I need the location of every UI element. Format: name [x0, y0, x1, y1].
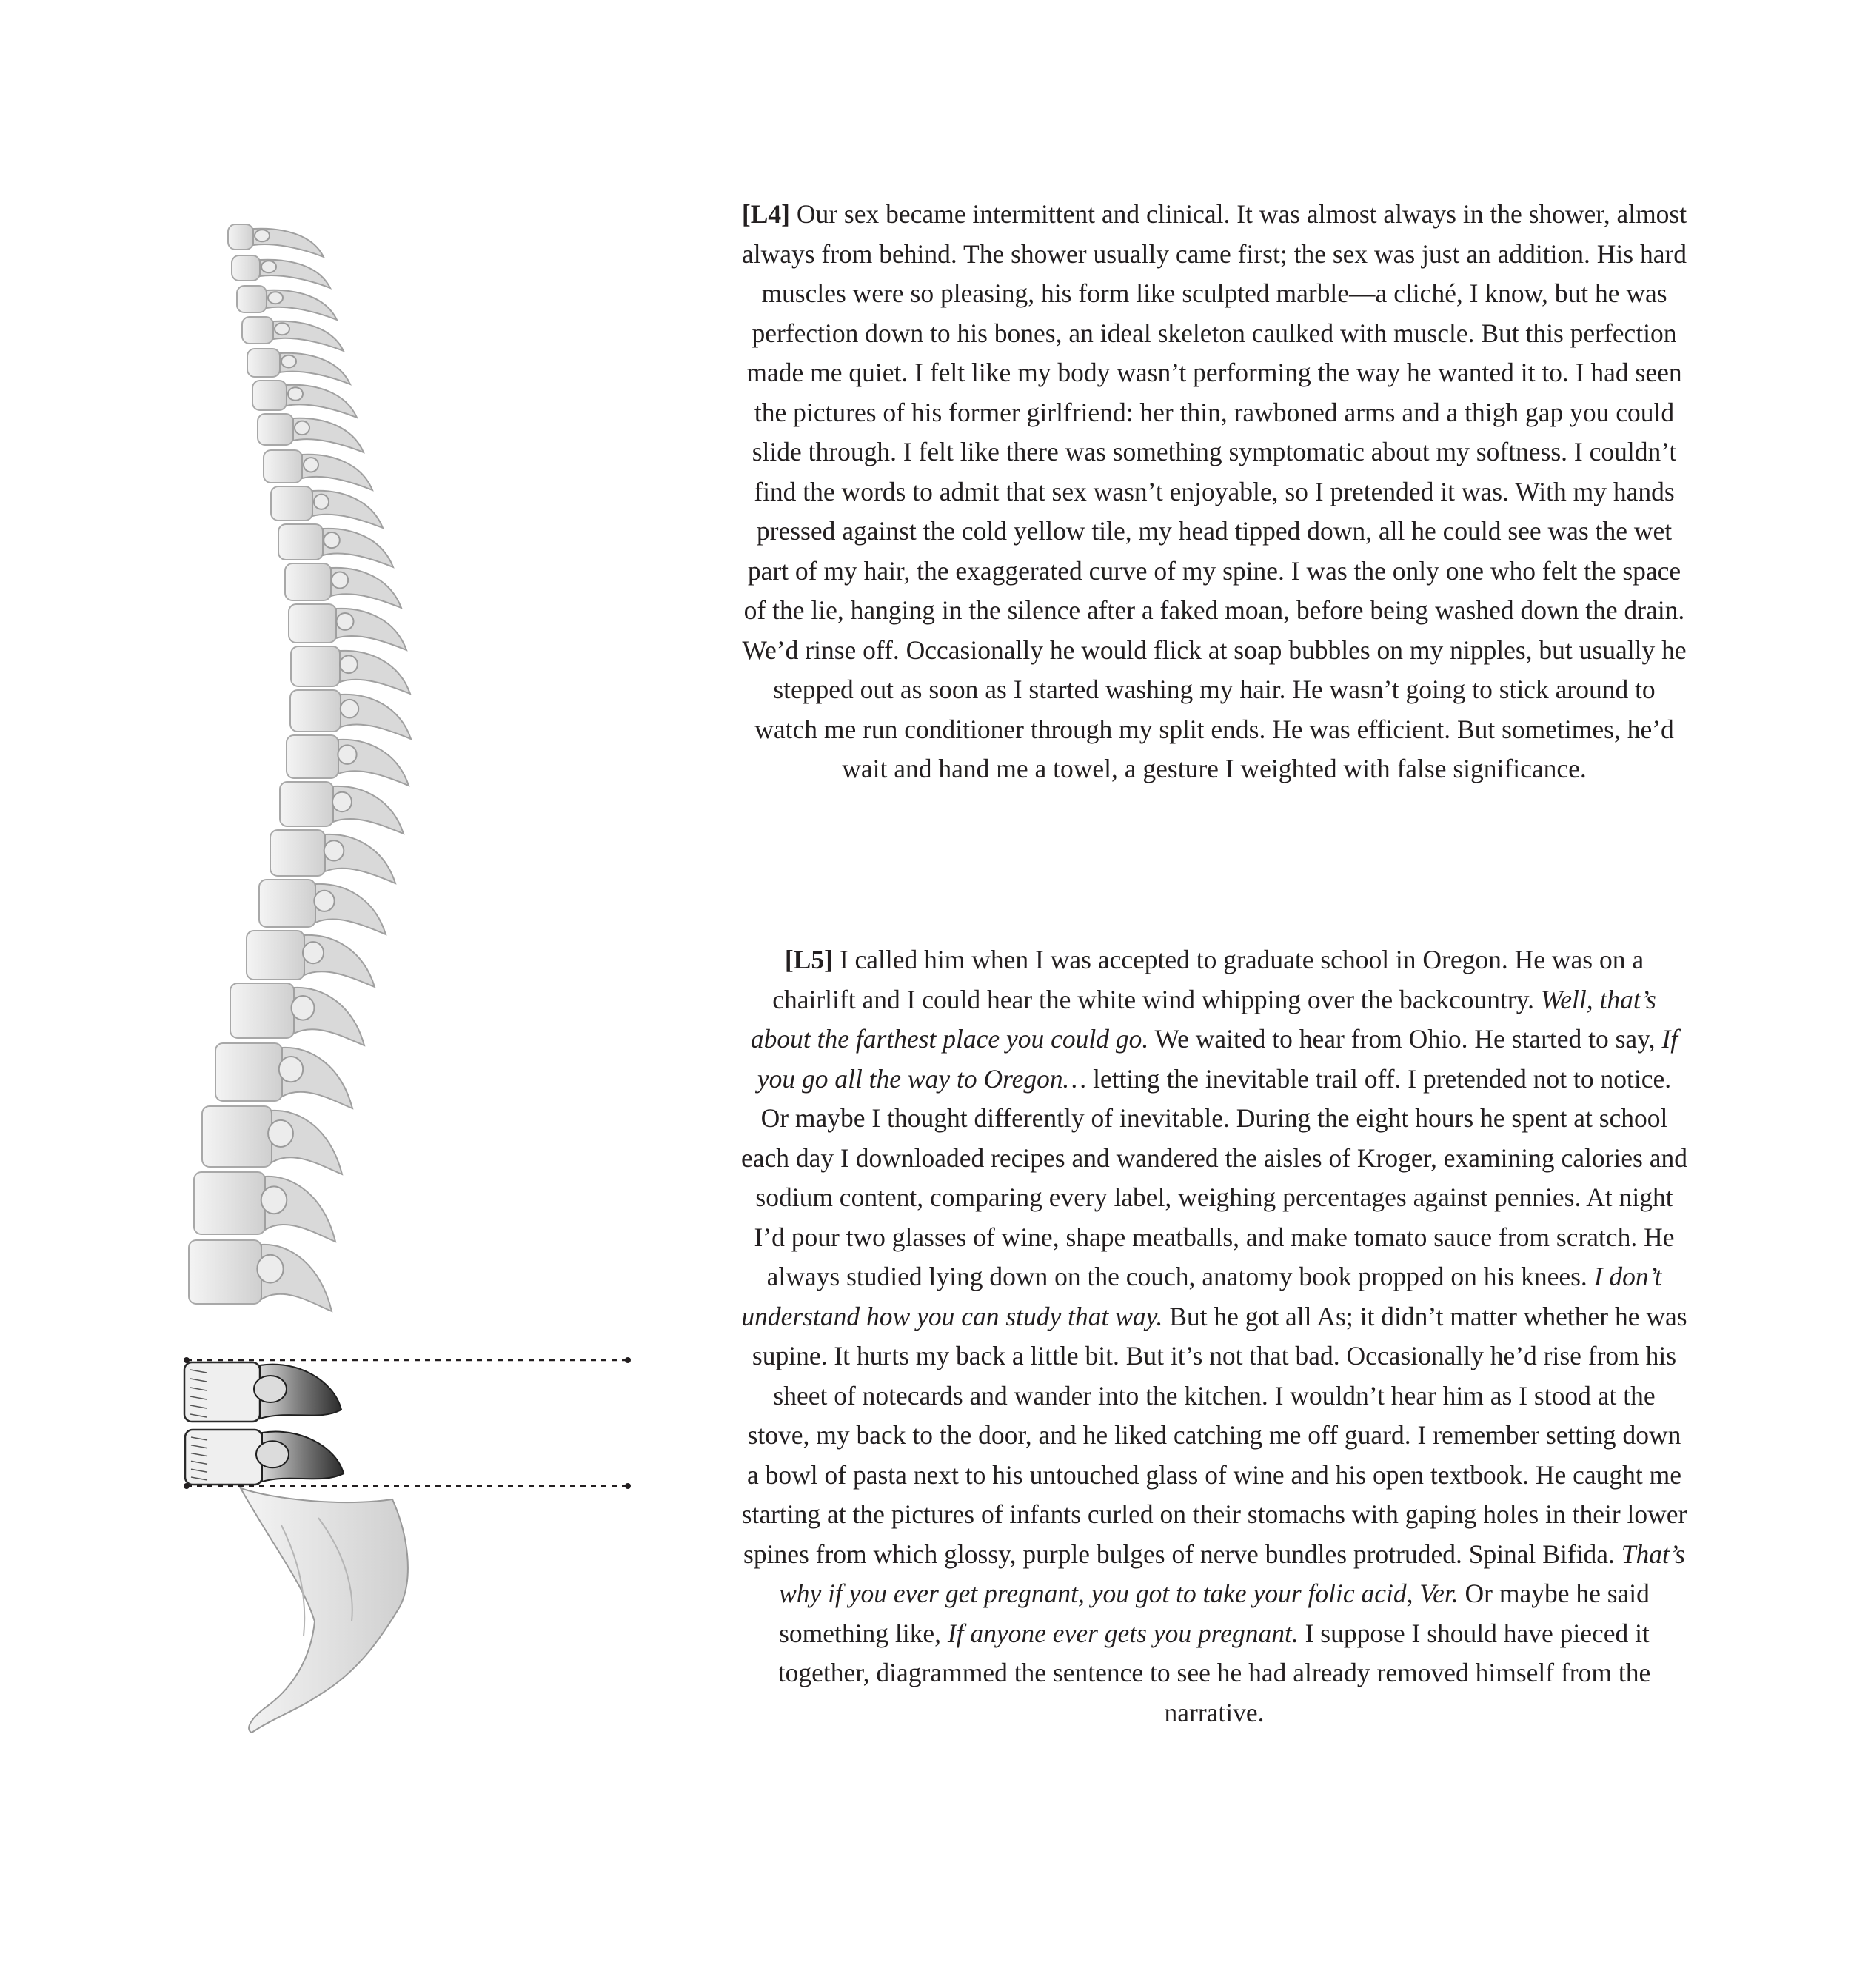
vertebra-facet	[304, 458, 318, 472]
vertebra-facet	[332, 572, 348, 589]
vertebra-facet	[261, 261, 276, 272]
vertebra-body	[247, 931, 304, 980]
vertebra-facet	[281, 355, 296, 368]
marker-dot	[625, 1483, 631, 1489]
vertebra-facet	[288, 387, 303, 401]
vertebra-body	[270, 830, 325, 876]
italic-dialogue: I don’t understand how you can study that way.	[741, 1262, 1662, 1331]
vertebra-body	[237, 286, 267, 312]
section-l4	[740, 195, 1688, 789]
vertebra-facet	[295, 421, 309, 435]
vertebra-body	[252, 381, 287, 410]
vertebra-body	[259, 880, 315, 927]
vertebra-facet	[340, 655, 358, 673]
vertebra-body	[280, 782, 333, 826]
vertebra-body	[264, 450, 302, 483]
vertebra-facet	[268, 292, 283, 304]
text-run: I called him when I was accepted to graduate school in Oregon. He was on a chairlift and I could hear the white wind whipping over the backcountry.	[772, 945, 1644, 1014]
spine-illustration	[170, 215, 652, 1747]
vertebra-facet	[324, 532, 340, 548]
text-run: But he got all As; it didn’t matter whether he was supine. It hurts my back a little bit. But it’s not that bad. Occasionally he’d rise from his sheet of notecards and wander into the kitchen. I wouldn’t hear him as I stood at the stove, my back to the door, and he liked catching me off guard. I remember setting down a bowl of pasta next to his untouched glass of wine and his open textbook. He caught me starting at the pictures of infants curled on their stomachs with gaping holes in their lower spines from which glossy, purple bulges of nerve bundles protruded. Spinal Bifida.	[741, 1301, 1687, 1569]
vertebral-column	[184, 224, 411, 1485]
paragraph-text	[742, 199, 1687, 783]
highlighted-vertebra-facet	[256, 1441, 289, 1467]
vertebra-body	[287, 735, 338, 778]
text-run: I suppose I should have pieced it together, diagrammed the sentence to see he had already removed himself from the narrative.	[777, 1618, 1651, 1727]
italic-dialogue: Well, that’s about the farthest place you could go.	[750, 984, 1656, 1054]
italic-dialogue: That’s why if you ever get pregnant, you got to take your folic acid, Ver.	[779, 1539, 1685, 1608]
vertebra-body	[189, 1240, 261, 1304]
vertebra-facet	[257, 1255, 283, 1283]
vertebra-facet	[255, 230, 270, 241]
marker-dot	[184, 1483, 190, 1489]
vertebra-level-tag: [L5]	[784, 945, 833, 974]
vertebra-body	[232, 255, 260, 281]
vertebra-body	[247, 349, 280, 377]
vertebra-body	[289, 604, 336, 643]
vertebra-body	[278, 524, 323, 560]
italic-dialogue: If anyone ever gets you pregnant.	[947, 1618, 1299, 1648]
vertebra-facet	[314, 495, 329, 509]
vertebra-facet	[324, 840, 344, 860]
vertebra-body	[202, 1106, 272, 1167]
text-run: We waited to hear from Ohio. He started to say,	[1148, 1024, 1662, 1054]
vertebra-facet	[268, 1120, 293, 1147]
vertebra-body	[242, 317, 273, 344]
vertebra-facet	[332, 792, 352, 811]
sacrum	[241, 1488, 408, 1733]
paragraph-text	[741, 945, 1687, 1727]
vertebra-body	[285, 563, 331, 600]
vertebra-body	[290, 690, 341, 732]
vertebra-facet	[314, 891, 334, 911]
vertebra-facet	[336, 613, 353, 630]
vertebra-facet	[279, 1057, 303, 1082]
vertebra-facet	[341, 700, 358, 718]
text-run: letting the inevitable trail off. I pretended not to notice. Or maybe I thought differently of inevitable. During the eight hours he spent at school each day I downloaded recipes and wandered the aisles of Kroger, examining calories and sodium content, comparing every label, weighing percentages against pennies. At night I’d pour two glasses of wine, shape meatballs, and make tomato sauce from scratch. He always studied lying down on the couch, anatomy book propped on his knees.	[740, 1063, 1688, 1291]
highlighted-vertebra-facet	[254, 1376, 287, 1402]
vertebra-body	[291, 646, 340, 686]
vertebra-body	[228, 224, 253, 250]
section-l5	[740, 940, 1688, 1733]
vertebra-body	[230, 983, 294, 1038]
vertebra-level-tag: [L4]	[741, 199, 790, 229]
vertebra-facet	[338, 745, 356, 764]
text-run: Our sex became intermittent and clinical. It was almost always in the shower, almost always from behind. The shower usually came first; the sex was just an addition. His hard muscles were so pleasing, his form like sculpted marble—a cliché, I know, but he was perfection down to his bones, an ideal skeleton caulked with muscle. But this perfection made me quiet. I felt like my body wasn’t performing the way he wanted it to. I had seen the pictures of his former girlfriend: her thin, rawboned arms and a thigh gap you could slide through. I felt like there was something symptomatic about my softness. I couldn’t find the words to admit that sex wasn’t enjoyable, so I pretended it was. With my hands pressed against the cold yellow tile, my head tipped down, all he could see was the wet part of my hair, the exaggerated curve of my spine. I was the only one who felt the space of the lie, hanging in the silence after a faked moan, before being washed down the drain. We’d rinse off. Occasionally he would flick at soap bubbles on my nipples, but usually he stepped out as soon as I started washing my hair. He wasn’t going to stick around to watch me run conditioner through my split ends. He was efficient. But sometimes, he’d wait and hand me a towel, a gesture I weighted with false significance.	[741, 199, 1687, 783]
vertebra-body	[194, 1172, 265, 1234]
text-run: Or maybe he said something like,	[779, 1579, 1650, 1648]
vertebra-facet	[261, 1186, 287, 1214]
vertebra-body	[258, 414, 293, 445]
marker-dot	[184, 1357, 190, 1363]
vertebra-body	[271, 486, 312, 521]
vertebra-body	[215, 1043, 282, 1101]
vertebra-facet	[275, 323, 289, 335]
italic-dialogue: If you go all the way to Oregon…	[757, 1024, 1678, 1094]
vertebra-facet	[292, 996, 315, 1020]
marker-dot	[625, 1357, 631, 1363]
vertebra-facet	[303, 942, 324, 963]
